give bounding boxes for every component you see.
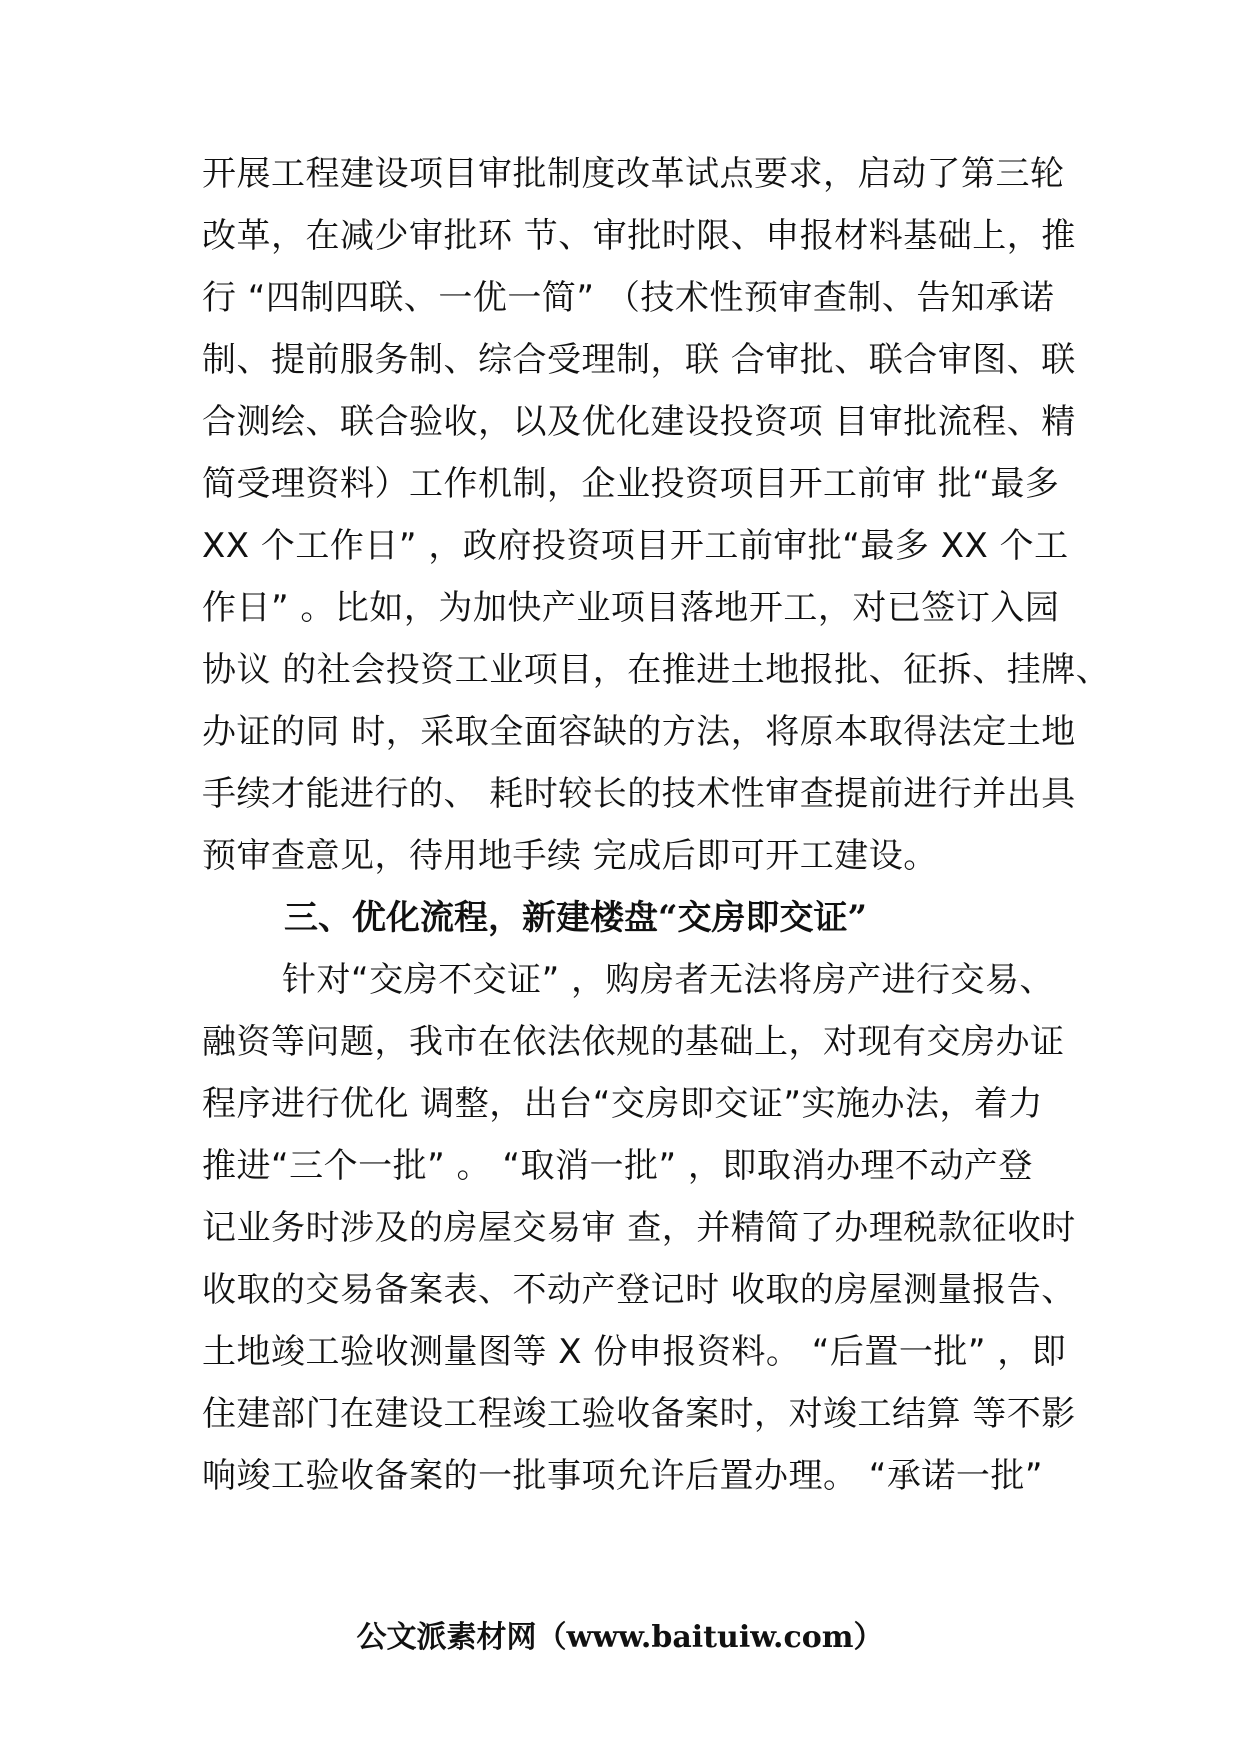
paragraph-line: 融资等问题，我市在依法依规的基础上，对现有交房办证 — [202, 1022, 1065, 1062]
section-heading: 三、优化流程，新建楼盘“交房即交证” — [284, 898, 868, 938]
paragraph-line: XX 个工作日” ，政府投资项目开工前审批“最多 XX 个工 — [202, 526, 1069, 566]
paragraph-line: 住建部门在建设工程竣工验收备案时，对竣工结算 等不影 — [202, 1394, 1076, 1434]
paragraph-line: 简受理资料）工作机制，企业投资项目开工前审 批“最多 — [202, 464, 1060, 504]
paragraph-line: 土地竣工验收测量图等 X 份申报资料。 “后置一批” ，即 — [202, 1332, 1067, 1372]
paragraph-line: 改革，在减少审批环 节、审批时限、申报材料基础上，推 — [202, 216, 1076, 256]
paragraph-line: 开展工程建设项目审批制度改革试点要求，启动了第三轮 — [202, 154, 1065, 194]
paragraph-line: 推进“三个一批” 。 “取消一批” ，即取消办理不动产登 — [202, 1146, 1033, 1186]
footer-source-text: 公文派素材网（www.baituiw.com） — [356, 1620, 884, 1655]
paragraph-line: 协议 的社会投资工业项目，在推进土地报批、征拆、挂牌、 — [202, 650, 1111, 690]
paragraph-line: 响竣工验收备案的一批事项允许后置办理。 “承诺一批” — [202, 1456, 1044, 1496]
paragraph-line: 收取的交易备案表、不动产登记时 收取的房屋测量报告、 — [202, 1270, 1076, 1310]
paragraph-line: 制、提前服务制、综合受理制，联 合审批、联合审图、联 — [202, 340, 1076, 380]
paragraph-line: 办证的同 时，采取全面容缺的方法，将原本取得法定土地 — [202, 712, 1076, 752]
paragraph-line: 记业务时涉及的房屋交易审 查，并精简了办理税款征收时 — [202, 1208, 1076, 1248]
paragraph-line: 手续才能进行的、 耗时较长的技术性审查提前进行并出具 — [202, 774, 1076, 814]
paragraph-line: 合测绘、联合验收，以及优化建设投资项 目审批流程、精 — [202, 402, 1076, 442]
paragraph-line: 程序进行优化 调整，出台“交房即交证”实施办法，着力 — [202, 1084, 1044, 1124]
paragraph-line: 针对“交房不交证” ，购房者无法将房产进行交易、 — [282, 960, 1055, 1000]
paragraph-line: 作日” 。比如，为加快产业项目落地开工，对已签订入园 — [202, 588, 1060, 628]
paragraph-line: 行 “四制四联、一优一简” （技术性预审查制、告知承诺 — [202, 278, 1055, 318]
paragraph-line: 预审查意见，待用地手续 完成后即可开工建设。 — [202, 836, 938, 876]
